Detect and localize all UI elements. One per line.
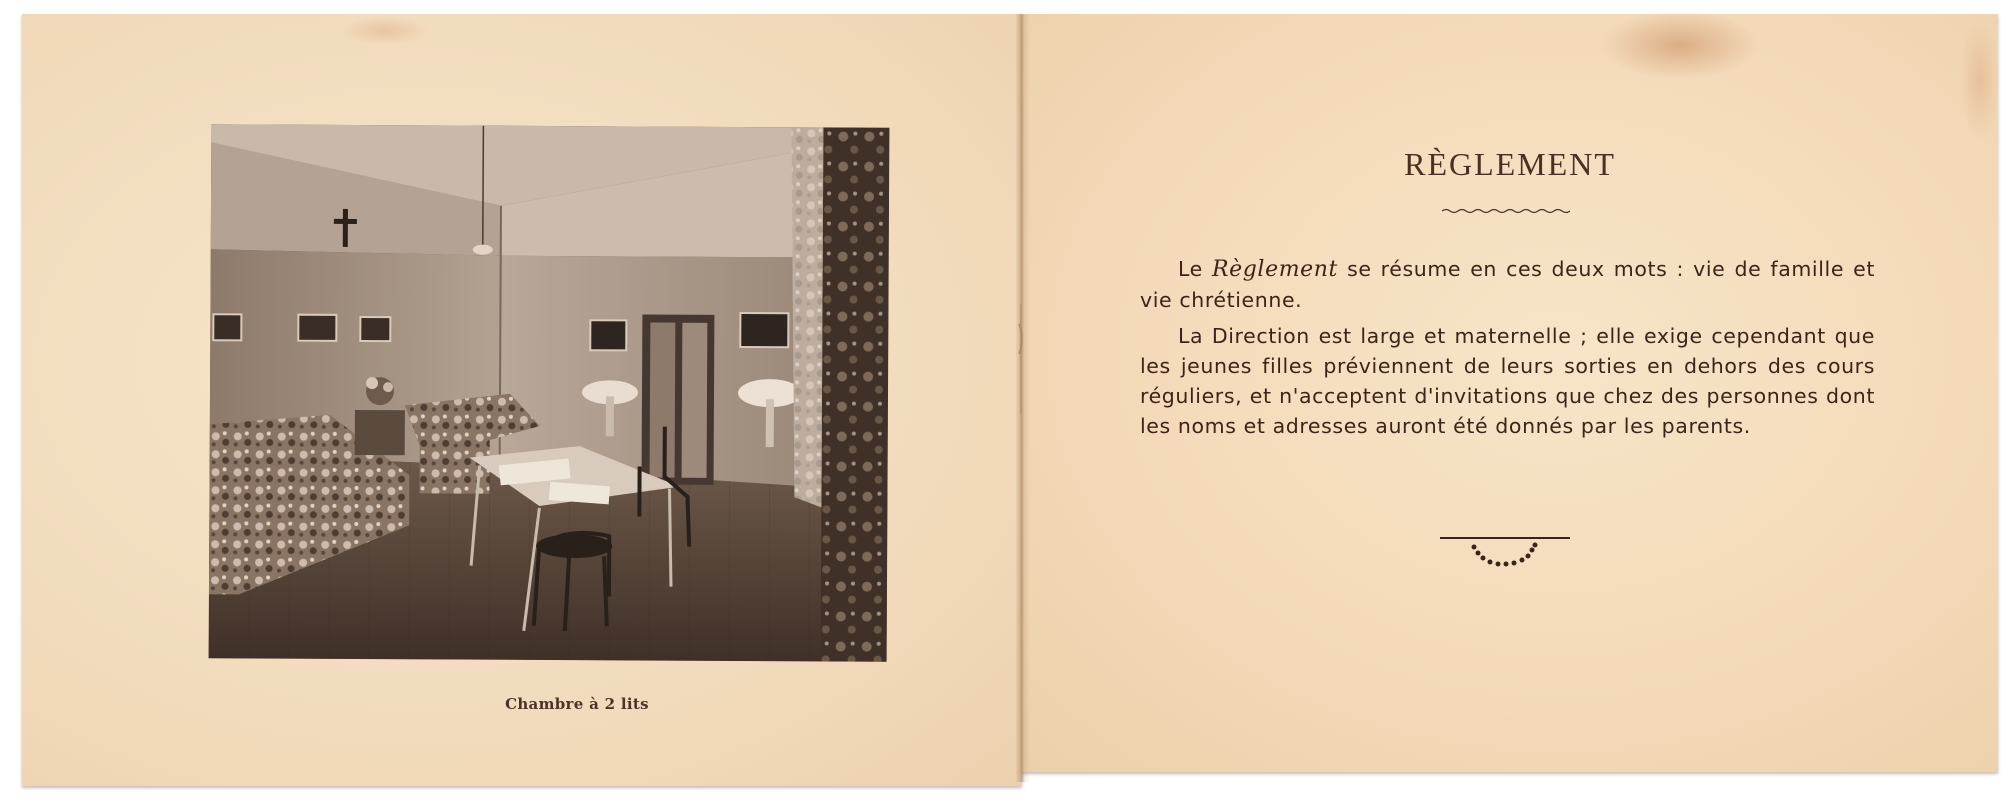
paper-stain	[1600, 10, 1760, 80]
end-ornament	[1440, 535, 1570, 575]
paragraph-1-lead: Le	[1178, 257, 1212, 281]
binding-stitch	[1017, 304, 1025, 414]
title-ornament-rule	[1442, 208, 1570, 214]
paragraph-1-rest: se résume en ces deux mots : vie de famille et vie chrétienne.	[1140, 257, 1875, 312]
paper-stain	[340, 16, 430, 46]
photo-caption: Chambre à 2 lits	[505, 695, 649, 713]
rules-paragraph-1	[1140, 254, 1875, 315]
paper-stain	[1960, 20, 2000, 140]
reglement-emphasis: Règlement	[1211, 257, 1338, 282]
rules-text	[1140, 254, 1875, 447]
rules-paragraph-2: La Direction est large et maternelle ; elle exige cependant que les jeunes filles préviennent de leurs sorties en dehors des cours réguliers, et n'acceptent d'invitations que chez des personnes dont les noms et adresses auront été donnés par les parents.	[1140, 324, 1875, 438]
room-photograph	[209, 124, 890, 662]
page-title: RÈGLEMENT	[1404, 146, 1616, 182]
